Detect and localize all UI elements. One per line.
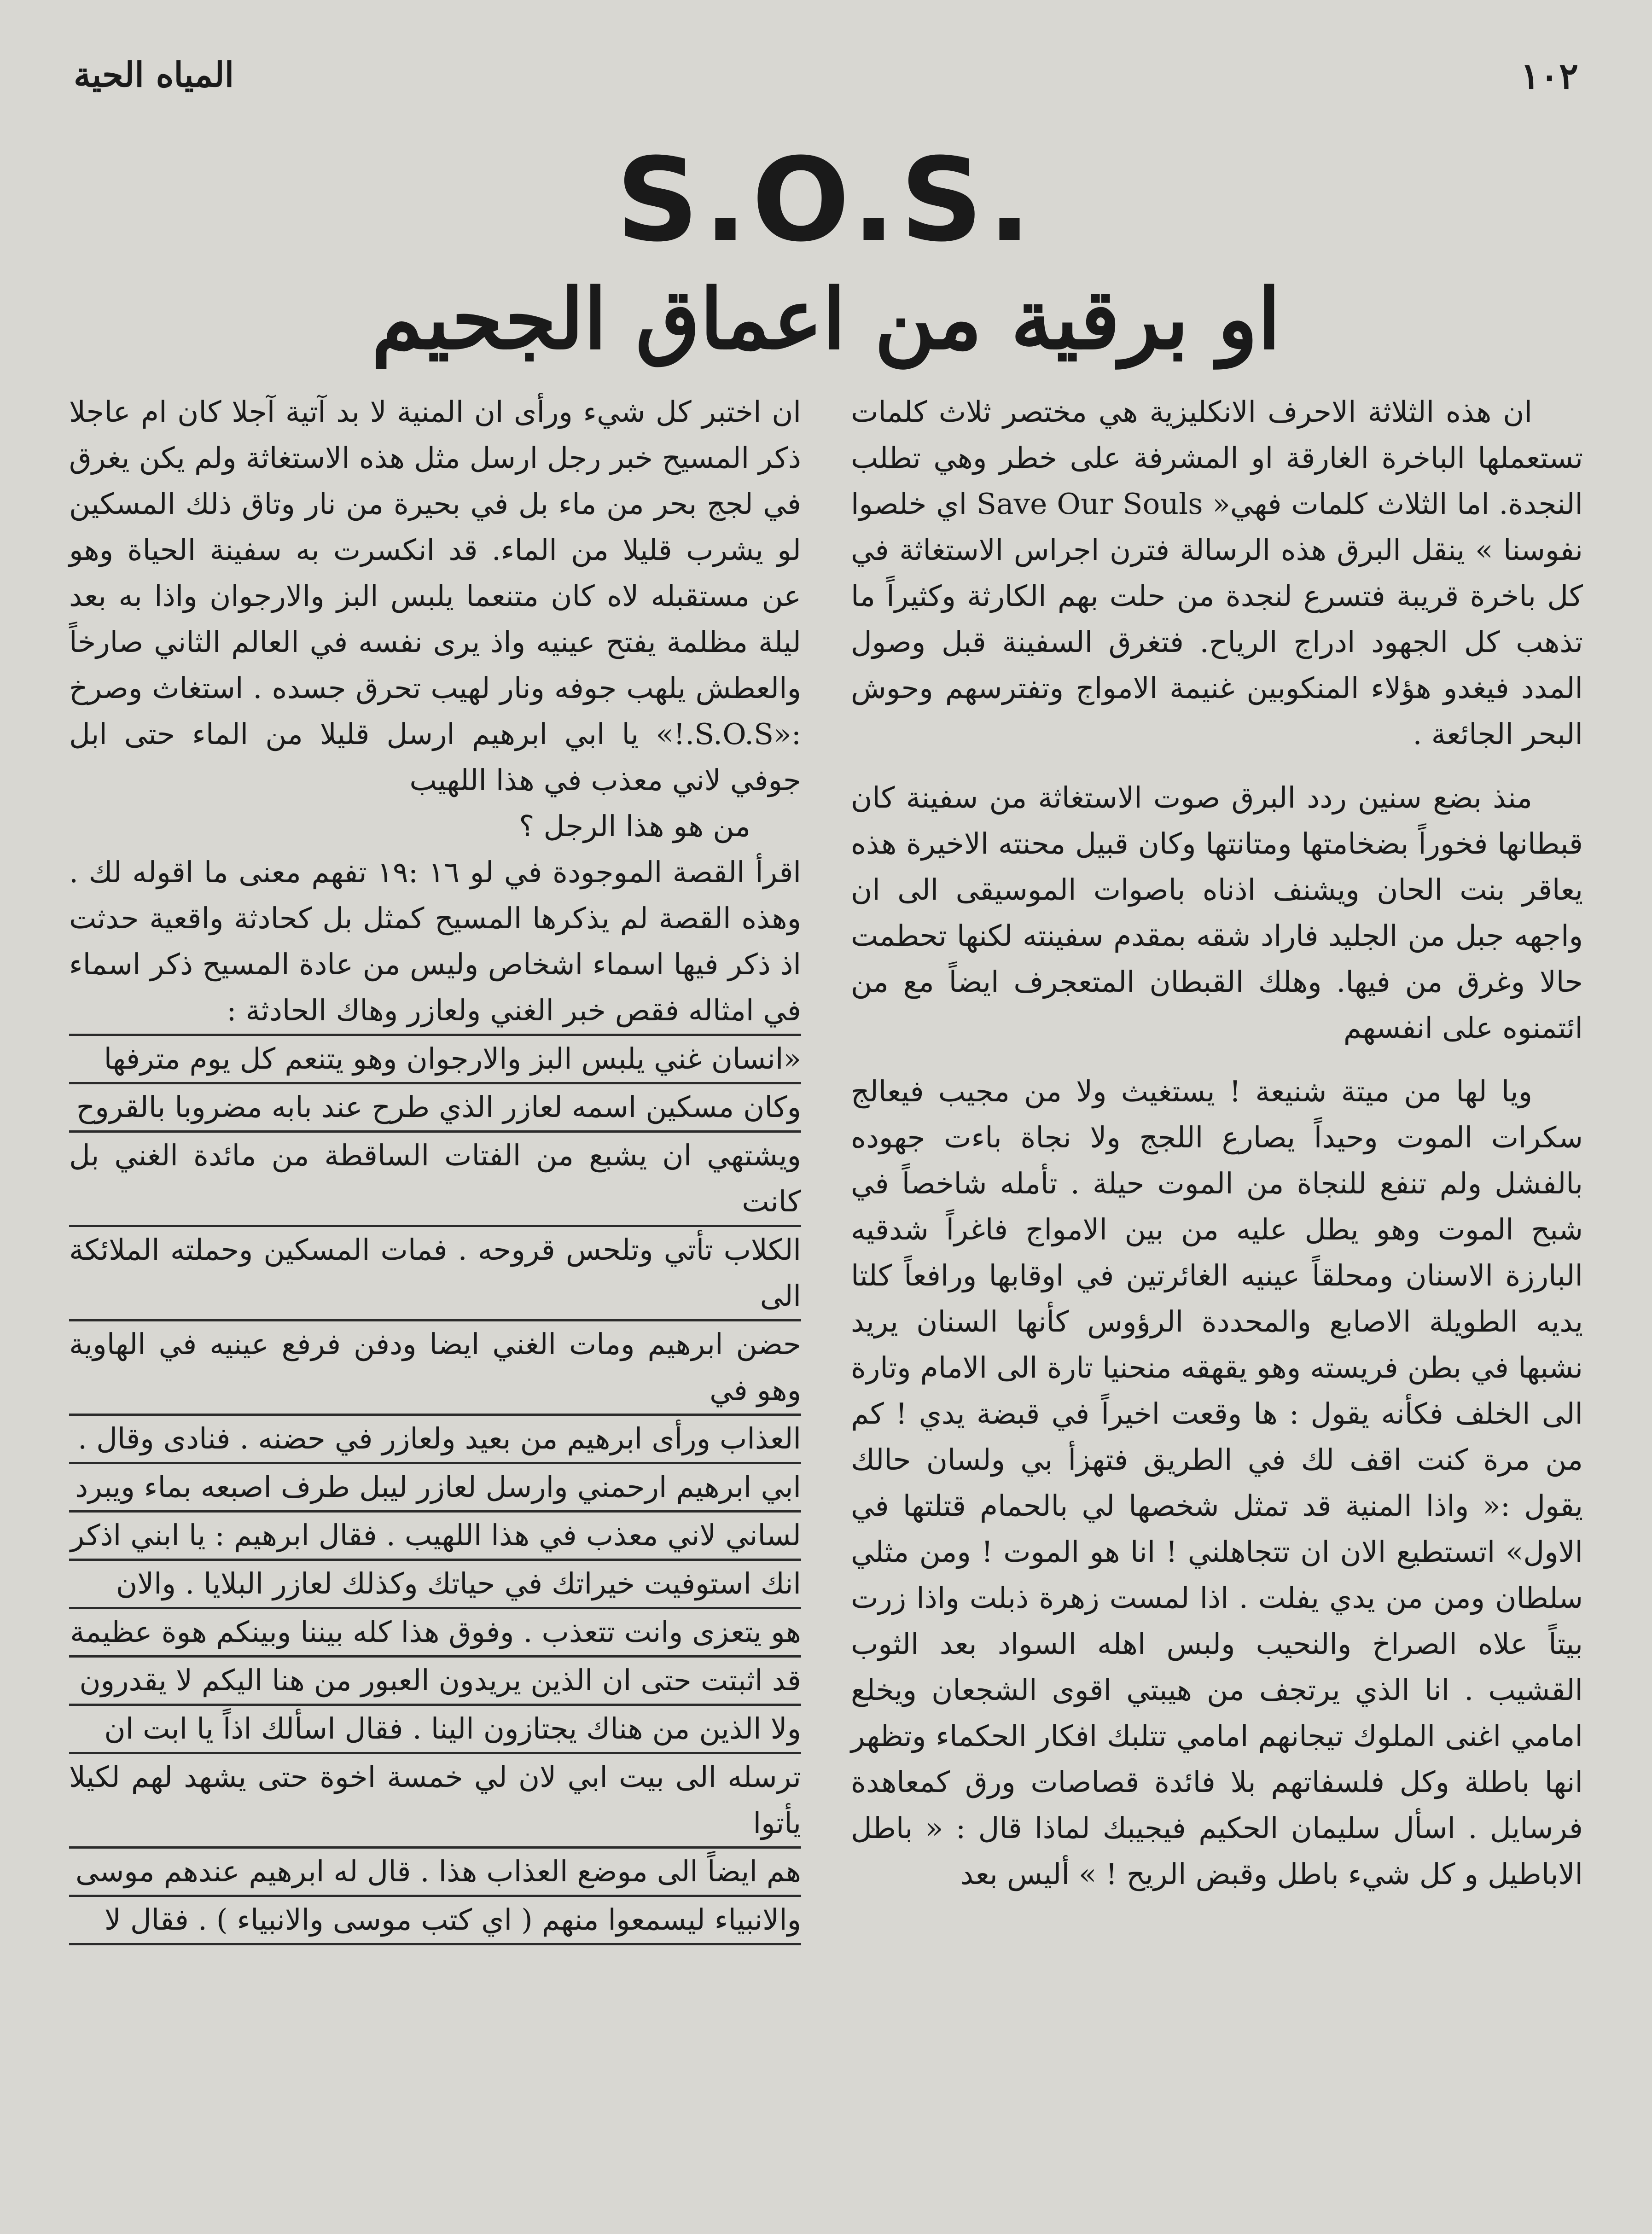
page-number: ١٠٢	[1520, 55, 1578, 97]
quote-line: ترسله الى بيت ابي لان لي خمسة اخوة حتى يشهد لهم لكيلا يأتوا	[69, 1754, 801, 1849]
article-title: S.O.S.	[616, 133, 1036, 267]
quote-line: وكان مسكين اسمه لعازر الذي طرح عند بابه مضروبا بالقروح	[69, 1084, 801, 1133]
right-column	[851, 389, 1583, 2174]
quote-line: «انسان غني يلبس البز والارجوان وهو يتنعم كل يوم مترفها	[69, 1036, 801, 1084]
article-columns	[69, 389, 1583, 2174]
quote-line: انك استوفيت خيراتك في حياتك وكذلك لعازر البلايا . والان	[69, 1561, 801, 1609]
quote-line: قد اثبتت حتى ان الذين يريدون العبور من هنا اليكم لا يقدرون	[69, 1658, 801, 1706]
quote-line: ويشتهي ان يشبع من الفتات الساقطة من مائدة الغني بل كانت	[69, 1133, 801, 1227]
paragraph: من هو هذا الرجل ؟	[519, 809, 750, 843]
quote-line: هم ايضاً الى موضع العذاب هذا . قال له ابرهيم عندهم موسى	[69, 1849, 801, 1897]
article-subtitle: او برقية من اعماق الجحيم	[371, 271, 1281, 368]
paragraph: ويا لها من ميتة شنيعة ! يستغيث ولا من مجيب فيعالج سكرات الموت وحيداً يصارع اللجج ولا نجاة باءت جهوده بالفشل ولم تنفع للنجاة من الموت حيلة . تأمله شاخصاً في شبح الموت وهو يطل عليه من بين الامواج فاغراً شدقيه البارزة الاسنان ومحلقاً عينيه الغائرتين في اوقابها ورافعاً كلتا يديه الطويلة الاصابع والمحددة الرؤوس كأنها السنان يريد نشبها في بطن فريسته وهو يقهقه منحنيا تارة الى الامام وتارة الى الخلف فكأنه يقول : ها وقعت اخيراً في قبضة يدي ! كم من مرة كنت اقف لك في الطريق فتهزأ بي ولسان حالك يقول :« واذا المنية قد تمثل شخصها لي بالحمام قتلتها في الاول» اتستطيع الان ان تتجاهلني ! انا هو الموت ! ومن مثلي سلطان ومن من يدي يفلت . اذا لمست زهرة ذبلت واذا زرت بيتاً علاه الصراخ والنحيب ولبس اهله السواد بعد الثوب القشيب . انا الذي يرتجف من هيبتي اقوى الشجعان ويخلع امامي اغنى الملوك تيجانهم امامي تتلبك افكار الحكماء وتظهر انها باطلة وكل فلسفاتهم بلا فائدة قصاصات ورق كمعاهدة فرسايل . اسأل سليمان الحكيم فيجيبك لماذا قال : « باطل الاباطيل و كل شيء باطل وقبض الريح ! » أليس بعد	[851, 1075, 1583, 1891]
quote-line: والانبياء ليسمعوا منهم ( اي كتب موسى والانبياء ) . فقال لا	[69, 1897, 801, 1945]
quote-line: هو يتعزى وانت تتعذب . وفوق هذا كله بيننا وبينكم هوة عظيمة	[69, 1609, 801, 1658]
quote-line: الكلاب تأتي وتلحس قروحه . فمات المسكين وحملته الملائكة الى	[69, 1227, 801, 1321]
running-title: المياه الحية	[74, 55, 234, 95]
quote-line: العذاب ورأى ابرهيم من بعيد ولعازر في حضنه . فنادى وقال .	[69, 1416, 801, 1464]
paragraph: منذ بضع سنين ردد البرق صوت الاستغاثة من سفينة كان قبطانها فخوراً بضخامتها ومتانتها وكان قبيل محنته الاخيرة هذه يعاقر بنت الحان ويشنف اذناه باصوات الموسيقى الى ان واجهه جبل من الجليد فاراد شقه بمقدم سفينته لكنها تحطمت حالا وغرق من فيها. وهلك القبطان المتعجرف ايضاً مع من ائتمنوه على انفسهم	[851, 781, 1583, 1045]
quote-line: ابي ابرهيم ارحمني وارسل لعازر ليبل طرف اصبعه بماء ويبرد	[69, 1464, 801, 1513]
paragraph: اقرأ القصة الموجودة في لو ١٦ :١٩ تفهم معنى ما اقوله لك . وهذه القصة لم يذكرها المسيح كمثل بل كحادثة واقعية حدثت اذ ذكر فيها اسماء اشخاص وليس من عادة المسيح ذكر اسماء في امثاله فقص خبر الغني ولعازر وهاك الحادثة :	[69, 855, 801, 1027]
page-header	[74, 51, 1578, 115]
quote-line: لساني لاني معذب في هذا اللهيب . فقال ابرهيم : يا ابني اذكر	[69, 1513, 801, 1561]
paragraph: ان اختبر كل شيء ورأى ان المنية لا بد آتية آجلا كان ام عاجلا ذكر المسيح خبر رجل ارسل مثل هذه الاستغاثة ولم يكن يغرق في لجج بحر من ماء بل في بحيرة من نار وتاق ذلك المسكين لو يشرب قليلا من الماء. قد انكسرت به سفينة الحياة وهو عن مستقبله لاه كان متنعما يلبس البز والارجوان واذا به بعد ليلة مظلمة يفتح عينيه واذ يرى نفسه في العالم الثاني صارخاً والعطش يلهب جوفه ونار لهيب تحرق جسده . استغاث وصرخ :«S.O.S.!» يا ابي ابرهيم ارسل قليلا من الماء حتى ابل جوفي لاني معذب في هذا اللهيب	[69, 395, 801, 797]
quote-line: ولا الذين من هناك يجتازون الينا . فقال اسألك اذاً يا ابت ان	[69, 1706, 801, 1754]
scripture-quote	[69, 1034, 801, 1945]
quote-line: حضن ابرهيم ومات الغني ايضا ودفن فرفع عينيه في الهاوية وهو في	[69, 1321, 801, 1416]
left-column	[69, 389, 801, 2174]
article-title-block	[0, 133, 1652, 368]
paragraph: ان هذه الثلاثة الاحرف الانكليزية هي مختصر ثلاث كلمات تستعملها الباخرة الغارقة او المشرفة على خطر وهي تطلب النجدة. اما الثلاث كلمات فهي« Save Our Souls اي خلصوا نفوسنا » ينقل البرق هذه الرسالة فترن اجراس الاستغاثة في كل باخرة قريبة فتسرع لنجدة من حلت بهم الكارثة وكثيراً ما تذهب كل الجهود ادراج الرياح. فتغرق السفينة قبل وصول المدد فيغدو هؤلاء المنكوبين غنيمة الامواج وتفترسهم وحوش البحر الجائعة .	[851, 395, 1583, 751]
